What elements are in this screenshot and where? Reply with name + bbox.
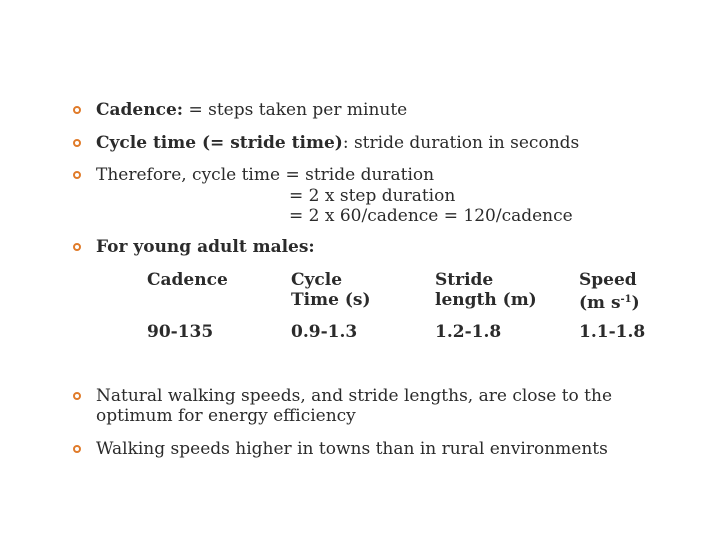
- table-header-speed-line1: Speed: [579, 270, 637, 290]
- cadence-definition: = steps taken per minute: [183, 100, 408, 120]
- table-cell-speed: 1.1-1.8: [579, 322, 646, 342]
- bullet-marker-icon: [73, 106, 81, 114]
- table-header-stride-line2: length (m): [435, 290, 537, 310]
- cycle-time-term: Cycle time (= stride time): [96, 133, 343, 153]
- cadence-bullet: [96, 100, 407, 121]
- bullet-marker-icon: [73, 171, 81, 179]
- speed-unit-post: ): [631, 293, 640, 313]
- young-adult-label: For young adult males:: [96, 237, 315, 257]
- table-cell-cycle-time: 0.9-1.3: [291, 322, 358, 342]
- natural-line-1: Natural walking speeds, and stride lengths, are close to the: [96, 386, 613, 406]
- table-header-cycle-line1: Cycle: [291, 270, 343, 290]
- table-cell-cadence: 90-135: [147, 322, 214, 342]
- therefore-line-1: Therefore, cycle time = stride duration: [96, 165, 435, 185]
- table-header-stride-line1: Stride: [435, 270, 494, 290]
- therefore-line-3: = 2 x 60/cadence = 120/cadence: [289, 206, 573, 226]
- therefore-line-2: = 2 x step duration: [289, 186, 456, 206]
- bullet-marker-icon: [73, 139, 81, 147]
- cadence-term: Cadence:: [96, 100, 184, 120]
- bullet-marker-icon: [73, 445, 81, 453]
- table-header-speed: [579, 270, 640, 313]
- cycle-time-definition: : stride duration in seconds: [342, 133, 580, 153]
- table-header-cadence: Cadence: [147, 270, 228, 290]
- cycle-time-bullet: [96, 133, 579, 154]
- table-header-cycle-line2: Time (s): [291, 290, 371, 310]
- table-header-stride-length: [435, 270, 537, 310]
- table-header-cycle-time: [291, 270, 371, 310]
- speed-unit-pre: (m s: [579, 293, 621, 313]
- bullet-marker-icon: [73, 392, 81, 400]
- table-cell-stride-length: 1.2-1.8: [435, 322, 502, 342]
- towns-bullet: Walking speeds higher in towns than in rural environments: [96, 439, 608, 459]
- speed-unit-sup: -1: [620, 294, 632, 305]
- bullet-marker-icon: [73, 243, 81, 251]
- table-header-speed-line2: [579, 290, 640, 313]
- natural-line-2: optimum for energy efficiency: [96, 406, 356, 426]
